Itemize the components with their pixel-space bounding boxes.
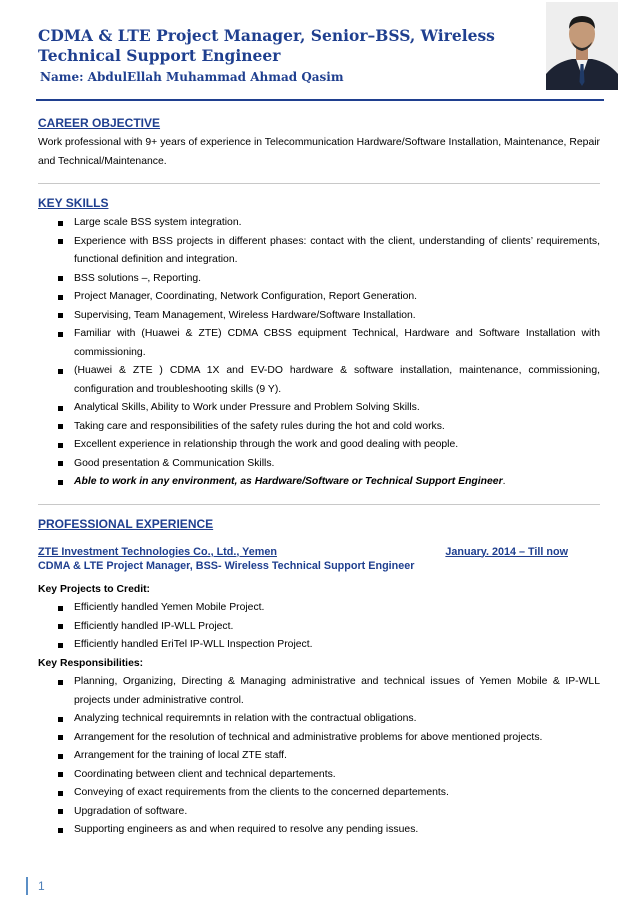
key-responsibilities-list (38, 673, 600, 840)
list-item: Planning, Organizing, Directing & Managing administrative and technical issues of Yemen Mobile & IP-WLL projects under administrative control. (38, 673, 600, 710)
key-projects-heading: Key Projects to Credit: (38, 583, 151, 595)
key-skills-list (38, 214, 600, 492)
list-item: Coordinating between client and technical departements. (38, 766, 600, 785)
bullet-icon (58, 369, 63, 374)
header-divider (36, 99, 604, 101)
employment-dates: January. 2014 – Till now (445, 545, 568, 558)
bullet-icon (58, 461, 63, 466)
page-number-text: 1 (38, 879, 45, 893)
bullet-icon (58, 332, 63, 337)
bullet-icon (58, 424, 63, 429)
bullet-icon (58, 735, 63, 740)
key-responsibilities-heading: Key Responsibilities: (38, 657, 144, 669)
list-item: Analyzing technical requiremnts in relation with the contractual obligations. (38, 710, 600, 729)
bullet-icon (58, 754, 63, 759)
professional-experience-heading: PROFESSIONAL EXPERIENCE (38, 516, 214, 531)
list-item: Analytical Skills, Ability to Work under Pressure and Problem Solving Skills. (38, 399, 600, 418)
bullet-icon (58, 443, 63, 448)
list-item: Conveying of exact requirements from the clients to the concerned departements. (38, 784, 600, 803)
list-item: Arrangement for the training of local ZTE staff. (38, 747, 600, 766)
list-item: Taking care and responsibilities of the safety rules during the hot and cold works. (38, 418, 600, 437)
resume-title-line2: Technical Support Engineer (38, 46, 281, 65)
bullet-icon (58, 606, 63, 611)
list-item: Good presentation & Communication Skills. (38, 455, 600, 474)
bullet-icon (58, 276, 63, 281)
bullet-icon (58, 680, 63, 685)
bullet-icon (58, 221, 63, 226)
bullet-icon (58, 239, 63, 244)
list-item: Able to work in any environment, as Hardware/Software or Technical Support Engineer. (38, 473, 600, 492)
emphasized-skill: Able to work in any environment, as Hardware/Software or Technical Support Engineer (74, 476, 503, 487)
list-item: Efficiently handled IP-WLL Project. (38, 618, 600, 637)
career-objective-text: Work professional with 9+ years of experience in Telecommunication Hardware/Software Installation, Maintenance, Repair and Technical/Maintenance. (38, 137, 600, 167)
bullet-icon (58, 295, 63, 300)
bullet-icon (58, 828, 63, 833)
list-item: Familiar with (Huawei & ZTE) CDMA CBSS equipment Technical, Hardware and Software Installation with commissioning. (38, 325, 600, 362)
profile-photo (546, 2, 618, 90)
list-item: Large scale BSS system integration. (38, 214, 600, 233)
section-divider (38, 504, 600, 505)
list-item: Excellent experience in relationship through the work and good dealing with people. (38, 436, 600, 455)
resume-header (38, 26, 538, 84)
bullet-icon (58, 791, 63, 796)
bullet-icon (58, 717, 63, 722)
resume-body (38, 116, 600, 840)
bullet-icon (58, 643, 63, 648)
person-icon (546, 2, 618, 90)
key-projects-list (38, 599, 600, 655)
section-divider (38, 183, 600, 184)
list-item: BSS solutions –, Reporting. (38, 270, 600, 289)
list-item: Efficiently handled EriTel IP-WLL Inspection Project. (38, 636, 600, 655)
bullet-icon (58, 624, 63, 629)
list-item: Arrangement for the resolution of technical and administrative problems for above mentioned projects. (38, 729, 600, 748)
career-objective-heading: CAREER OBJECTIVE (38, 116, 161, 130)
page-number-bar (26, 877, 28, 895)
page-number (26, 877, 45, 895)
list-item: Supporting engineers as and when required to resolve any pending issues. (38, 821, 600, 840)
list-item: (Huawei & ZTE ) CDMA 1X and EV-DO hardware & software installation, maintenance, commissioning, configuration and troubleshooting skills (9 Y). (38, 362, 600, 399)
bullet-icon (58, 480, 63, 485)
list-item: Upgradation of software. (38, 803, 600, 822)
company-name: ZTE Investment Technologies Co., Ltd., Yemen (38, 545, 277, 558)
bullet-icon (58, 406, 63, 411)
list-item: Supervising, Team Management, Wireless Hardware/Software Installation. (38, 307, 600, 326)
list-item: Efficiently handled Yemen Mobile Project. (38, 599, 600, 618)
position-title: CDMA & LTE Project Manager, BSS- Wireless Technical Support Engineer (38, 559, 415, 572)
list-item: Project Manager, Coordinating, Network Configuration, Report Generation. (38, 288, 600, 307)
candidate-name: Name: AbdulEllah Muhammad Ahmad Qasim (40, 70, 344, 84)
resume-title-line1: CDMA & LTE Project Manager, Senior–BSS, Wireless (38, 26, 495, 45)
bullet-icon (58, 313, 63, 318)
key-skills-heading: KEY SKILLS (38, 196, 109, 210)
bullet-icon (58, 809, 63, 814)
bullet-icon (58, 772, 63, 777)
company-line (38, 545, 568, 559)
list-item: Experience with BSS projects in different phases: contact with the client, understanding of clients’ requirements, functional definition and integration. (38, 233, 600, 270)
